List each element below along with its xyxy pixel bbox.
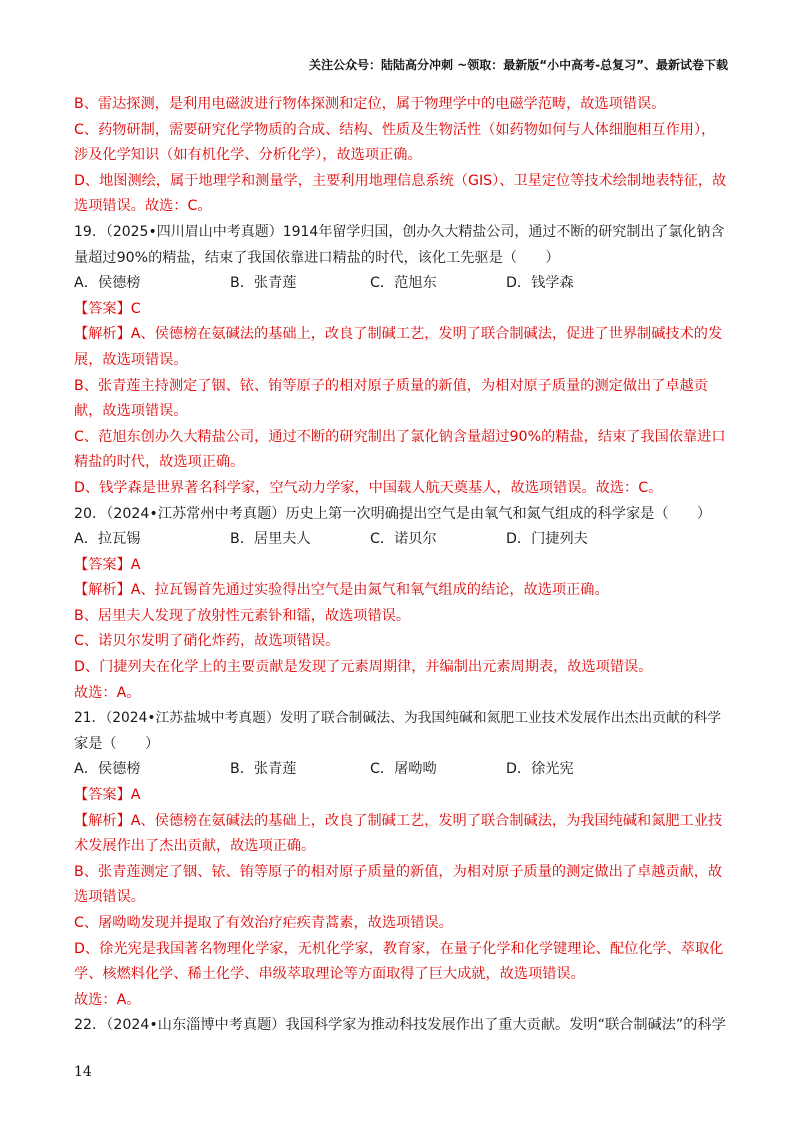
options-row <box>74 271 728 297</box>
analysis-line: 学、核燃料化学、稀土化学、串级萃取理论等方面取得了巨大成就，故选项错误。 <box>74 966 585 983</box>
question-stem: 20．（2024•江苏常州中考真题）历史上第一次明确提出空气是由氧气和氮气组成的科学家是（ ） <box>74 505 712 522</box>
analysis-line: 故选：A。 <box>74 991 141 1008</box>
analysis-line: 故选：A。 <box>74 684 141 701</box>
option-c: C．范旭东 <box>370 275 437 292</box>
analysis-line: D、徐光宪是我国著名物理化学家，无机化学家，教育家，在量子化学和化学键理论、配位化学、萃取化 <box>74 940 724 957</box>
page-number: 14 <box>74 1064 92 1080</box>
analysis-line: 选项错误。故选：C。 <box>74 198 212 215</box>
analysis-line: C、范旭东创办久大精盐公司，通过不断的研究制出了氯化钠含量超过90%的精盐，结束了我国依靠进口 <box>74 428 726 445</box>
analysis-line: 【解析】A、拉瓦锡首先通过实验得出空气是由氮气和氧气组成的结论，故选项正确。 <box>74 582 609 599</box>
option-a: A．侯德榜 <box>74 275 141 292</box>
analysis-line: 献，故选项错误。 <box>74 403 188 420</box>
analysis-line: D、门捷列夫在化学上的主要贡献是发现了元素周期律，并编制出元素周期表，故选项错误。 <box>74 659 653 676</box>
analysis <box>74 578 728 706</box>
answer: 【答案】C <box>74 300 141 317</box>
analysis-line: B、张青莲主持测定了铟、铱、铕等原子的相对原子质量的新值，为相对原子质量的测定做出了卓越贡 <box>74 377 708 394</box>
question-stem: 21．（2024•江苏盐城中考真题）发明了联合制碱法、为我国纯碱和氮肥工业技术发展作出杰出贡献的科学 <box>74 710 722 727</box>
prev-question-analysis <box>74 92 728 220</box>
analysis-line: D、地图测绘，属于地理学和测量学，主要利用地理信息系统（GIS）、卫星定位等技术绘制地表特征，故 <box>74 172 727 189</box>
page-header: 关注公众号：陆陆高分冲刺 ~领取：最新版“小中高考-总复习”、最新试卷下载 <box>309 58 728 72</box>
options-row <box>74 527 728 553</box>
analysis <box>74 809 728 1014</box>
analysis-line: 涉及化学知识（如有机化学、分析化学），故选项正确。 <box>74 147 422 164</box>
question-stem: 家是（ ） <box>74 735 160 752</box>
option-d: D．钱学森 <box>506 275 574 292</box>
option-a: A．侯德榜 <box>74 761 141 778</box>
analysis-line: 术发展作出了杰出贡献，故选项正确。 <box>74 838 316 855</box>
option-a: A．拉瓦锡 <box>74 531 141 548</box>
question-stem: 量超过90%的精盐，结束了我国依靠进口精盐的时代，该化工先驱是（ ） <box>74 249 560 266</box>
analysis-line: 精盐的时代，故选项正确。 <box>74 454 245 471</box>
option-c: C．屠呦呦 <box>370 761 437 778</box>
option-b: B．居里夫人 <box>230 531 311 548</box>
analysis-line: B、雷达探测，是利用电磁波进行物体探测和定位，属于物理学中的电磁学范畴，故选项错误。 <box>74 96 666 112</box>
analysis-line: 选项错误。 <box>74 889 145 906</box>
analysis-line: 【解析】A、侯德榜在氨碱法的基础上，改良了制碱工艺，发明了联合制碱法，为我国纯碱和氮肥工业技 <box>74 812 723 829</box>
question-stem: 22．（2024•山东淄博中考真题）我国科学家为推动科技发展作出了重大贡献。发明“联合制碱法”的科学 <box>74 1017 726 1034</box>
option-d: D．门捷列夫 <box>506 531 588 548</box>
analysis-line: 【解析】A、侯德榜在氨碱法的基础上，改良了制碱工艺，发明了联合制碱法，促进了世界制碱技术的发 <box>74 326 723 343</box>
analysis-line: C、诺贝尔发明了硝化炸药，故选项错误。 <box>74 633 340 650</box>
question-stem: 19．（2025•四川眉山中考真题）1914年留学归国，创办久大精盐公司，通过不断的研究制出了氯化钠含 <box>74 223 725 240</box>
page-content <box>74 92 728 1039</box>
analysis-line: B、张青莲测定了铟、铱、铕等原子的相对原子质量的新值，为相对原子质量的测定做出了卓越贡献，故 <box>74 863 723 880</box>
option-b: B．张青莲 <box>230 275 297 292</box>
question-22 <box>74 1013 728 1039</box>
analysis-line: C、屠呦呦发现并提取了有效治疗疟疾青蒿素，故选项错误。 <box>74 915 453 931</box>
options-row <box>74 757 728 783</box>
analysis-line: D、钱学森是世界著名科学家，空气动力学家，中国载人航天奠基人，故选项错误。故选：C。 <box>74 479 663 496</box>
answer: 【答案】A <box>74 556 141 573</box>
option-b: B．张青莲 <box>230 761 297 778</box>
option-c: C．诺贝尔 <box>370 531 437 548</box>
analysis-line: 展，故选项错误。 <box>74 351 188 368</box>
answer: 【答案】A <box>74 787 141 804</box>
question-21 <box>74 706 728 1013</box>
analysis-line: B、居里夫人发现了放射性元素钋和镭，故选项错误。 <box>74 607 411 624</box>
analysis-line: C、药物研制，需要研究化学物质的合成、结构、性质及生物活性（如药物如何与人体细胞相互作用）， <box>74 121 716 138</box>
analysis <box>74 322 728 501</box>
question-20 <box>74 502 728 707</box>
question-19 <box>74 220 728 502</box>
option-d: D．徐光宪 <box>506 761 574 778</box>
